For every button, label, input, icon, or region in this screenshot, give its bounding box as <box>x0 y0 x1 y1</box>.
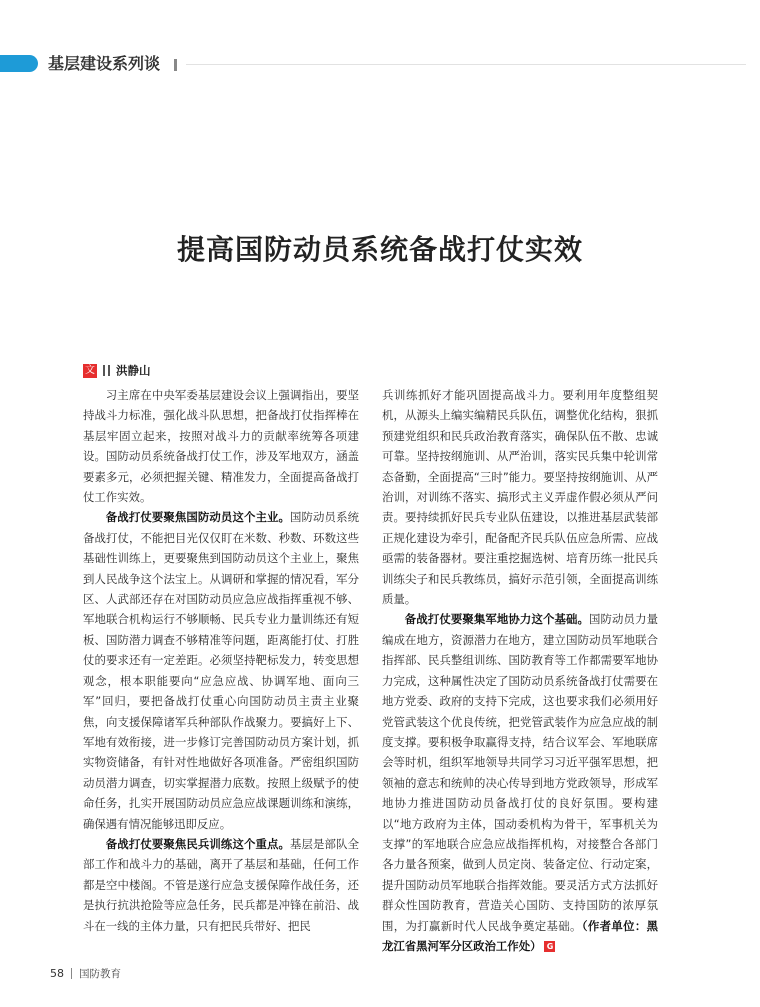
page-footer <box>50 963 121 979</box>
byline-author: 洪静山 <box>116 363 151 378</box>
magazine-name: 国防教育 <box>79 968 121 980</box>
byline <box>83 360 151 376</box>
footer-divider <box>71 968 72 979</box>
paragraph-text: 国防动员力量编成在地方，资源潜力在地方，建立国防动员军地联合指挥部、民兵整组训练、国防教育等工作都需要军地协力完成，这种属性决定了国防动员系统备战打仗需要在地方党委、政府的支持下完成，这也要求我们必须用好党管武装这个优良传统，把党管武装作为应急应战的制度支撑。要积极争取赢得支持，结合议军会、军地联席会等时机，组织军地领导共同学习习近平强军思想，把领袖的意志和统帅的决心传导到地方党政领导，形成军地协力推进国防动员备战打仗的良好氛围。要构建以“地方政府为主体，国动委机构为骨干，军事机关为支撑”的军地联合应急应战指挥机构，对接整合各部门各力量各预案，做到人员定岗、装备定位、行动定案，提升国防动员军地联合指挥效能。要灵活方式方法抓好群众性国防教育，营造关心国防、支持国防的浓厚氛围，为打赢新时代人民战争奠定基础。 <box>382 612 658 933</box>
paragraph-lead: 备战打仗要聚集军地协力这个基础。 <box>404 612 590 627</box>
paragraph <box>83 385 359 507</box>
paragraph <box>382 385 658 609</box>
series-divider <box>174 59 177 71</box>
article-column-left <box>83 385 359 936</box>
paragraph <box>83 507 359 834</box>
paragraph-text: 习主席在中央军委基层建设会议上强调指出，要坚持战斗力标准，强化战斗队思想，把备战打仗指挥棒在基层牢固立起来，按照对战斗力的贡献率统筹各项建设。国防动员系统备战打仗工作，涉及军地双方，涵盖要素多元，必须把握关键、精准发力，全面提高备战打仗工作实效。 <box>83 388 359 505</box>
series-accent-bar <box>0 55 38 72</box>
header-rule <box>186 64 746 65</box>
paragraph <box>83 834 359 936</box>
article-title: 提高国防动员系统备战打仗实效 <box>176 233 583 266</box>
byline-divider <box>108 365 110 376</box>
paragraph <box>382 609 658 956</box>
paragraph-text: 国防动员系统备战打仗，不能把目光仅仅盯在米数、秒数、环数这些基础性训练上，更要聚焦到国防动员这个主业上，聚焦到人民战争这个法宝上。从调研和掌握的情况看，军分区、人武部还存在对国防动员应急应战指挥重视不够、军地联合机构运行不够顺畅、民兵专业力量训练还有短板、国防潜力调查不够精准等问题，距离能打仗、打胜仗的要求还有一定差距。必须坚持靶标发力，转变思想观念，根本职能要向“应急应战、协调军地、面向三军”回归，要把备战打仗重心向国防动员主责主业聚焦，向支援保障诸军兵种部队作战聚力。要搞好上下、军地有效衔接，进一步修订完善国防动员方案计划，抓实物资储备，有针对性地做好各项准备。严密组织国防动员潜力调查，切实掌握潜力底数。按照上级赋予的使命任务，扎实开展国防动员应急应战课题训练和演练，确保遇有情况能够迅即反应。 <box>83 510 359 831</box>
byline-divider <box>103 365 105 376</box>
page-number: 58 <box>50 967 64 980</box>
end-mark-icon: G <box>544 941 555 952</box>
paragraph-lead: 备战打仗要聚焦国防动员这个主业。 <box>105 510 291 525</box>
paragraph-text: 兵训练抓好才能巩固提高战斗力。要利用年度整组契机，从源头上编实编精民兵队伍，调整优化结构，狠抓预建党组织和民兵政治教育落实，确保队伍不散、忠诚可靠。坚持按纲施训、从严治训，落实民兵集中轮训常态备勤，全面提高“三时”能力。要坚持按纲施训、从严治训，对训练不落实、搞形式主义弄虚作假必须从严问责。要持续抓好民兵专业队伍建设，以推进基层武装部正规化建设为牵引，配备配齐民兵队伍应急所需、应战亟需的装备器材。要注重挖掘选树、培育历练一批民兵训练尖子和民兵教练员，搞好示范引领，全面提高训练质量。 <box>382 388 658 607</box>
article-column-right <box>382 385 658 956</box>
paragraph-lead: 备战打仗要聚焦民兵训练这个重点。 <box>105 836 291 851</box>
author-affiliation: （作者单位：黑龙江省黑河军分区政治工作处） <box>382 918 658 953</box>
byline-badge: 文 <box>85 364 95 376</box>
paragraph-text: 基层是部队全部工作和战斗力的基础，离开了基层和基础，任何工作都是空中楼阁。不管是遂行应急支援保障作战任务，还是执行抗洪抢险等应急任务，民兵都是冲锋在前沿、战斗在一线的主体力量，只有把民兵带好、把民 <box>83 836 359 933</box>
series-label: 基层建设系列谈 <box>48 54 161 73</box>
